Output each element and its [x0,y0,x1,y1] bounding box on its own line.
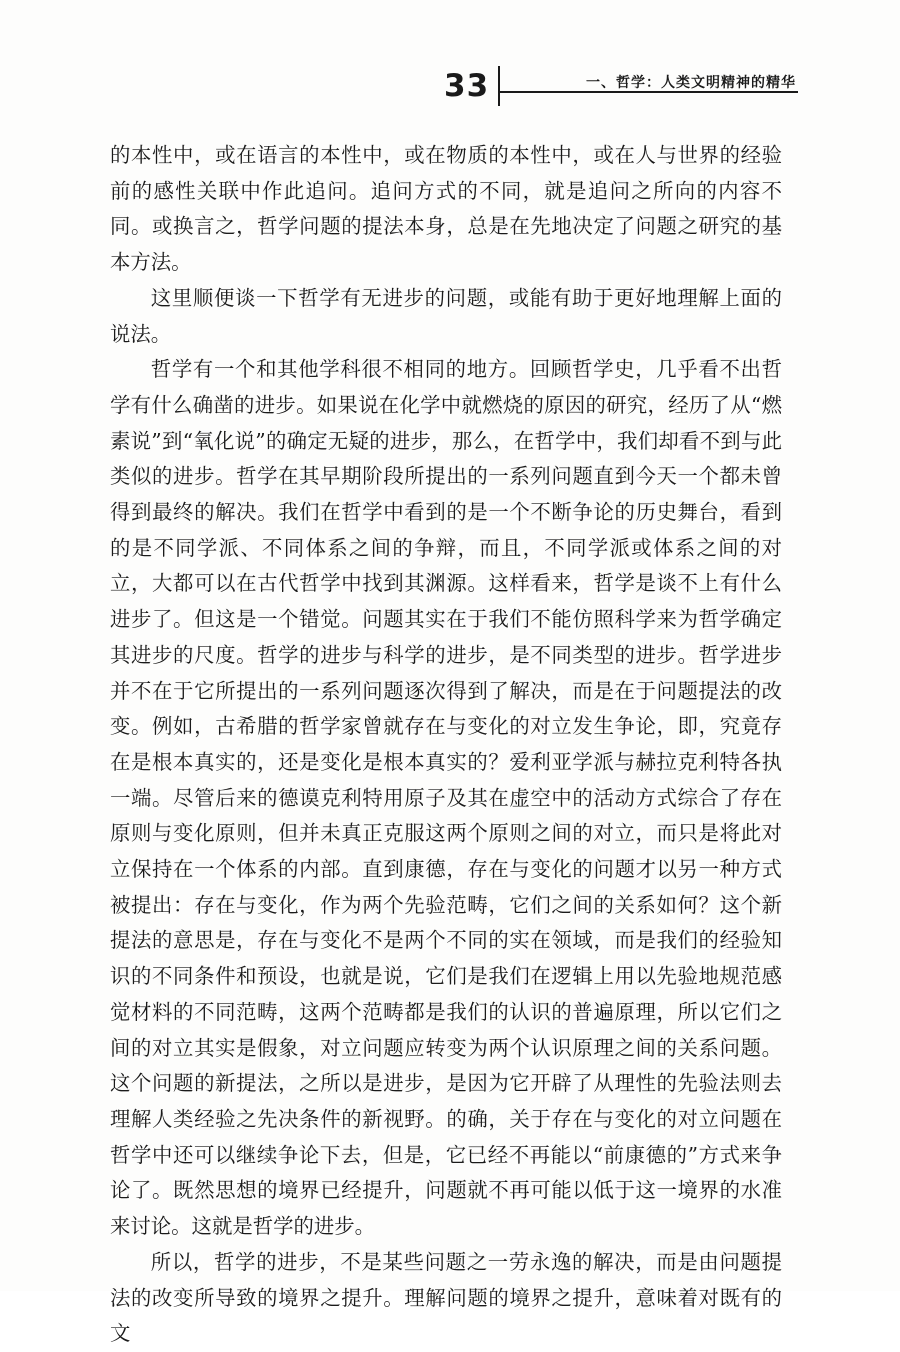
paragraph-4: 所以，哲学的进步，不是某些问题之一劳永逸的解决，而是由问题提法的改变所导致的境界之提升。理解问题的境界之提升，意味着对既有的文 [110,1249,782,1346]
running-title: 一、哲学：人类文明精神的精华 [586,75,796,91]
page-number: 33 [444,68,490,104]
body-text [110,138,782,1352]
page-header [0,0,900,120]
paragraph-1: 的本性中，或在语言的本性中，或在物质的本性中，或在人与世界的经验前的感性关联中作此追问。追问方式的不同，就是追问之所向的内容不同。或换言之，哲学问题的提法本身，总是在先地决定了问题之研究的基本方法。 [110,143,782,275]
paragraph-2: 这里顺便谈一下哲学有无进步的问题，或能有助于更好地理解上面的说法。 [110,285,782,346]
header-vertical-rule [498,66,500,106]
paragraph-3: 哲学有一个和其他学科很不相同的地方。回顾哲学史，几乎看不出哲学有什么确凿的进步。如果说在化学中就燃烧的原因的研究，经历了从“燃素说”到“氧化说”的确定无疑的进步，那么，在哲学中，我们却看不到与此类似的进步。哲学在其早期阶段所提出的一系列问题直到今天一个都未曾得到最终的解决。我们在哲学中看到的是一个不断争论的历史舞台，看到的是不同学派、不同体系之间的争辩，而且，不同学派或体系之间的对立，大都可以在古代哲学中找到其渊源。这样看来，哲学是谈不上有什么进步了。但这是一个错觉。问题其实在于我们不能仿照科学来为哲学确定其进步的尺度。哲学的进步与科学的进步，是不同类型的进步。哲学进步并不在于它所提出的一系列问题逐次得到了解决，而是在于问题提法的改变。例如，古希腊的哲学家曾就存在与变化的对立发生争论，即，究竟存在是根本真实的，还是变化是根本真实的？爱利亚学派与赫拉克利特各执一端。尽管后来的德谟克利特用原子及其在虚空中的活动方式综合了存在原则与变化原则，但并未真正克服这两个原则之间的对立，而只是将此对立保持在一个体系的内部。直到康德，存在与变化的问题才以另一种方式被提出：存在与变化，作为两个先验范畴，它们之间的关系如何？这个新提法的意思是，存在与变化不是两个不同的实在领域，而是我们的经验知识的不同条件和预设，也就是说，它们是我们在逻辑上用以先验地规范感觉材料的不同范畴，这两个范畴都是我们的认识的普遍原理，所以它们之间的对立其实是假象，对立问题应转变为两个认识原理之间的关系问题。这个问题的新提法，之所以是进步，是因为它开辟了从理性的先验法则去理解人类经验之先决条件的新视野。的确，关于存在与变化的对立问题在哲学中还可以继续争论下去，但是，它已经不再能以“前康德的”方式来争论了。既然思想的境界已经提升，问题就不再可能以低于这一境界的水准来讨论。这就是哲学的进步。 [110,357,782,1239]
